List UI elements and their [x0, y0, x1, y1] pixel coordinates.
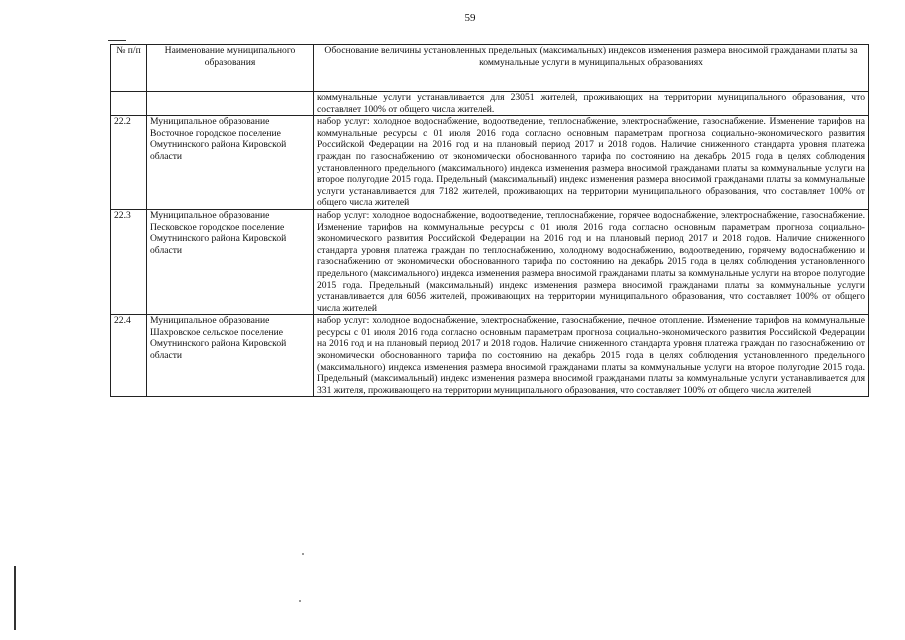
row-justification: набор услуг: холодное водоснабжение, водоотведение, теплоснабжение, горячее водоснабжение, электроснабжение, газоснабжение. Изменение тарифов на коммунальные ресурсы с 01 июля 2016 года согласно основным параметрам прогноза социально-экономического развития Российской Федерации на 2016 год и на плановый период 2017 и 2018 годов. Наличие сниженного стандарта уровня платежа граждан по теплоснабжению, холодному водоснабжению, водоотведению, горячему водоснабжению и газоснабжению от экономически обоснованного тарифа по состоянию на декабрь 2015 года в целях соблюдения установленного предельного (максимального) индекса изменения размера вносимой гражданами платы за коммунальные услуги на второе полугодие 2015 года. Предельный (максимальный) индекс изменения размера вносимой гражданами платы за коммунальные услуги устанавливается для 6056 жителей, проживающих на территории муниципального образования, что составляет 100% от общего числа жителей: [314, 209, 869, 314]
table-row: [111, 315, 869, 397]
row-justification: набор услуг: холодное водоснабжение, водоотведение, теплоснабжение, электроснабжение, газоснабжение. Изменение тарифов на коммунальные ресурсы с 01 июля 2016 года согласно основным параметрам прогноза социально-экономического развития Российской Федерации на 2016 год и на плановый период 2017 и 2018 годов. Наличие сниженного стандарта уровня платежа граждан по газоснабжению от экономически обоснованного тарифа по состоянию на декабрь 2015 года в целях соблюдения установленного предельного (максимального) индекса изменения размера вносимой гражданами платы за коммунальные услуги на второе полугодие 2015 года. Предельный (максимальный) индекс изменения размера вносимой гражданами платы за коммунальные услуги устанавливается для 7182 жителей, проживающих на территории муниципального образования, что составляет 100% от общего числа жителей: [314, 116, 869, 210]
table-header-row: [111, 45, 869, 92]
scan-artifact-left: [14, 566, 16, 630]
table-row: [111, 116, 869, 210]
scan-speck: [299, 600, 301, 602]
row-municipality: Муниципальное образование Песковское городское поселение Омутнинского района Кировской области: [147, 209, 314, 314]
table-row: [111, 209, 869, 314]
row-number: 22.3: [111, 209, 147, 314]
row-municipality: Муниципальное образование Шахровское сельское поселение Омутнинского района Кировской области: [147, 315, 314, 397]
row-number: 22.2: [111, 116, 147, 210]
row-number: 22.4: [111, 315, 147, 397]
table-row: [111, 92, 869, 116]
scan-artifact-top: [108, 40, 126, 41]
row-number: [111, 92, 147, 116]
page-number: 59: [464, 12, 476, 24]
row-municipality: Муниципальное образование Восточное городское поселение Омутнинского района Кировской области: [147, 116, 314, 210]
row-justification: набор услуг: холодное водоснабжение, электроснабжение, газоснабжение, печное отопление. Изменение тарифов на коммунальные ресурсы с 01 июля 2016 года согласно основным параметрам прогноза социально-экономического развития Российской Федерации на 2016 год и на плановый период 2017 и 2018 годов. Наличие сниженного стандарта уровня платежа граждан по газоснабжению от экономически обоснованного тарифа по состоянию на декабрь 2015 года в целях соблюдения установленного предельного (максимального) индекса изменения размера вносимой гражданами платы за коммунальные услуги на второе полугодие 2015 года. Предельный (максимальный) индекс изменения размера вносимой гражданами платы за коммунальные услуги устанавливается для 331 жителя, проживающего на территории муниципального образования, что составляет 100% от общего числа жителей: [314, 315, 869, 397]
scan-speck: [302, 553, 304, 555]
header-number: № п/п: [111, 45, 147, 92]
header-justification: Обоснование величины установленных предельных (максимальных) индексов изменения размера вносимой гражданами платы за коммунальные услуги в муниципальных образованиях: [314, 45, 869, 92]
justification-table: [110, 44, 869, 397]
header-name: Наименование муниципального образования: [147, 45, 314, 92]
row-justification: коммунальные услуги устанавливается для 23051 жителей, проживающих на территории муниципального образования, что составляет 100% от общего числа жителей.: [314, 92, 869, 116]
row-municipality: [147, 92, 314, 116]
